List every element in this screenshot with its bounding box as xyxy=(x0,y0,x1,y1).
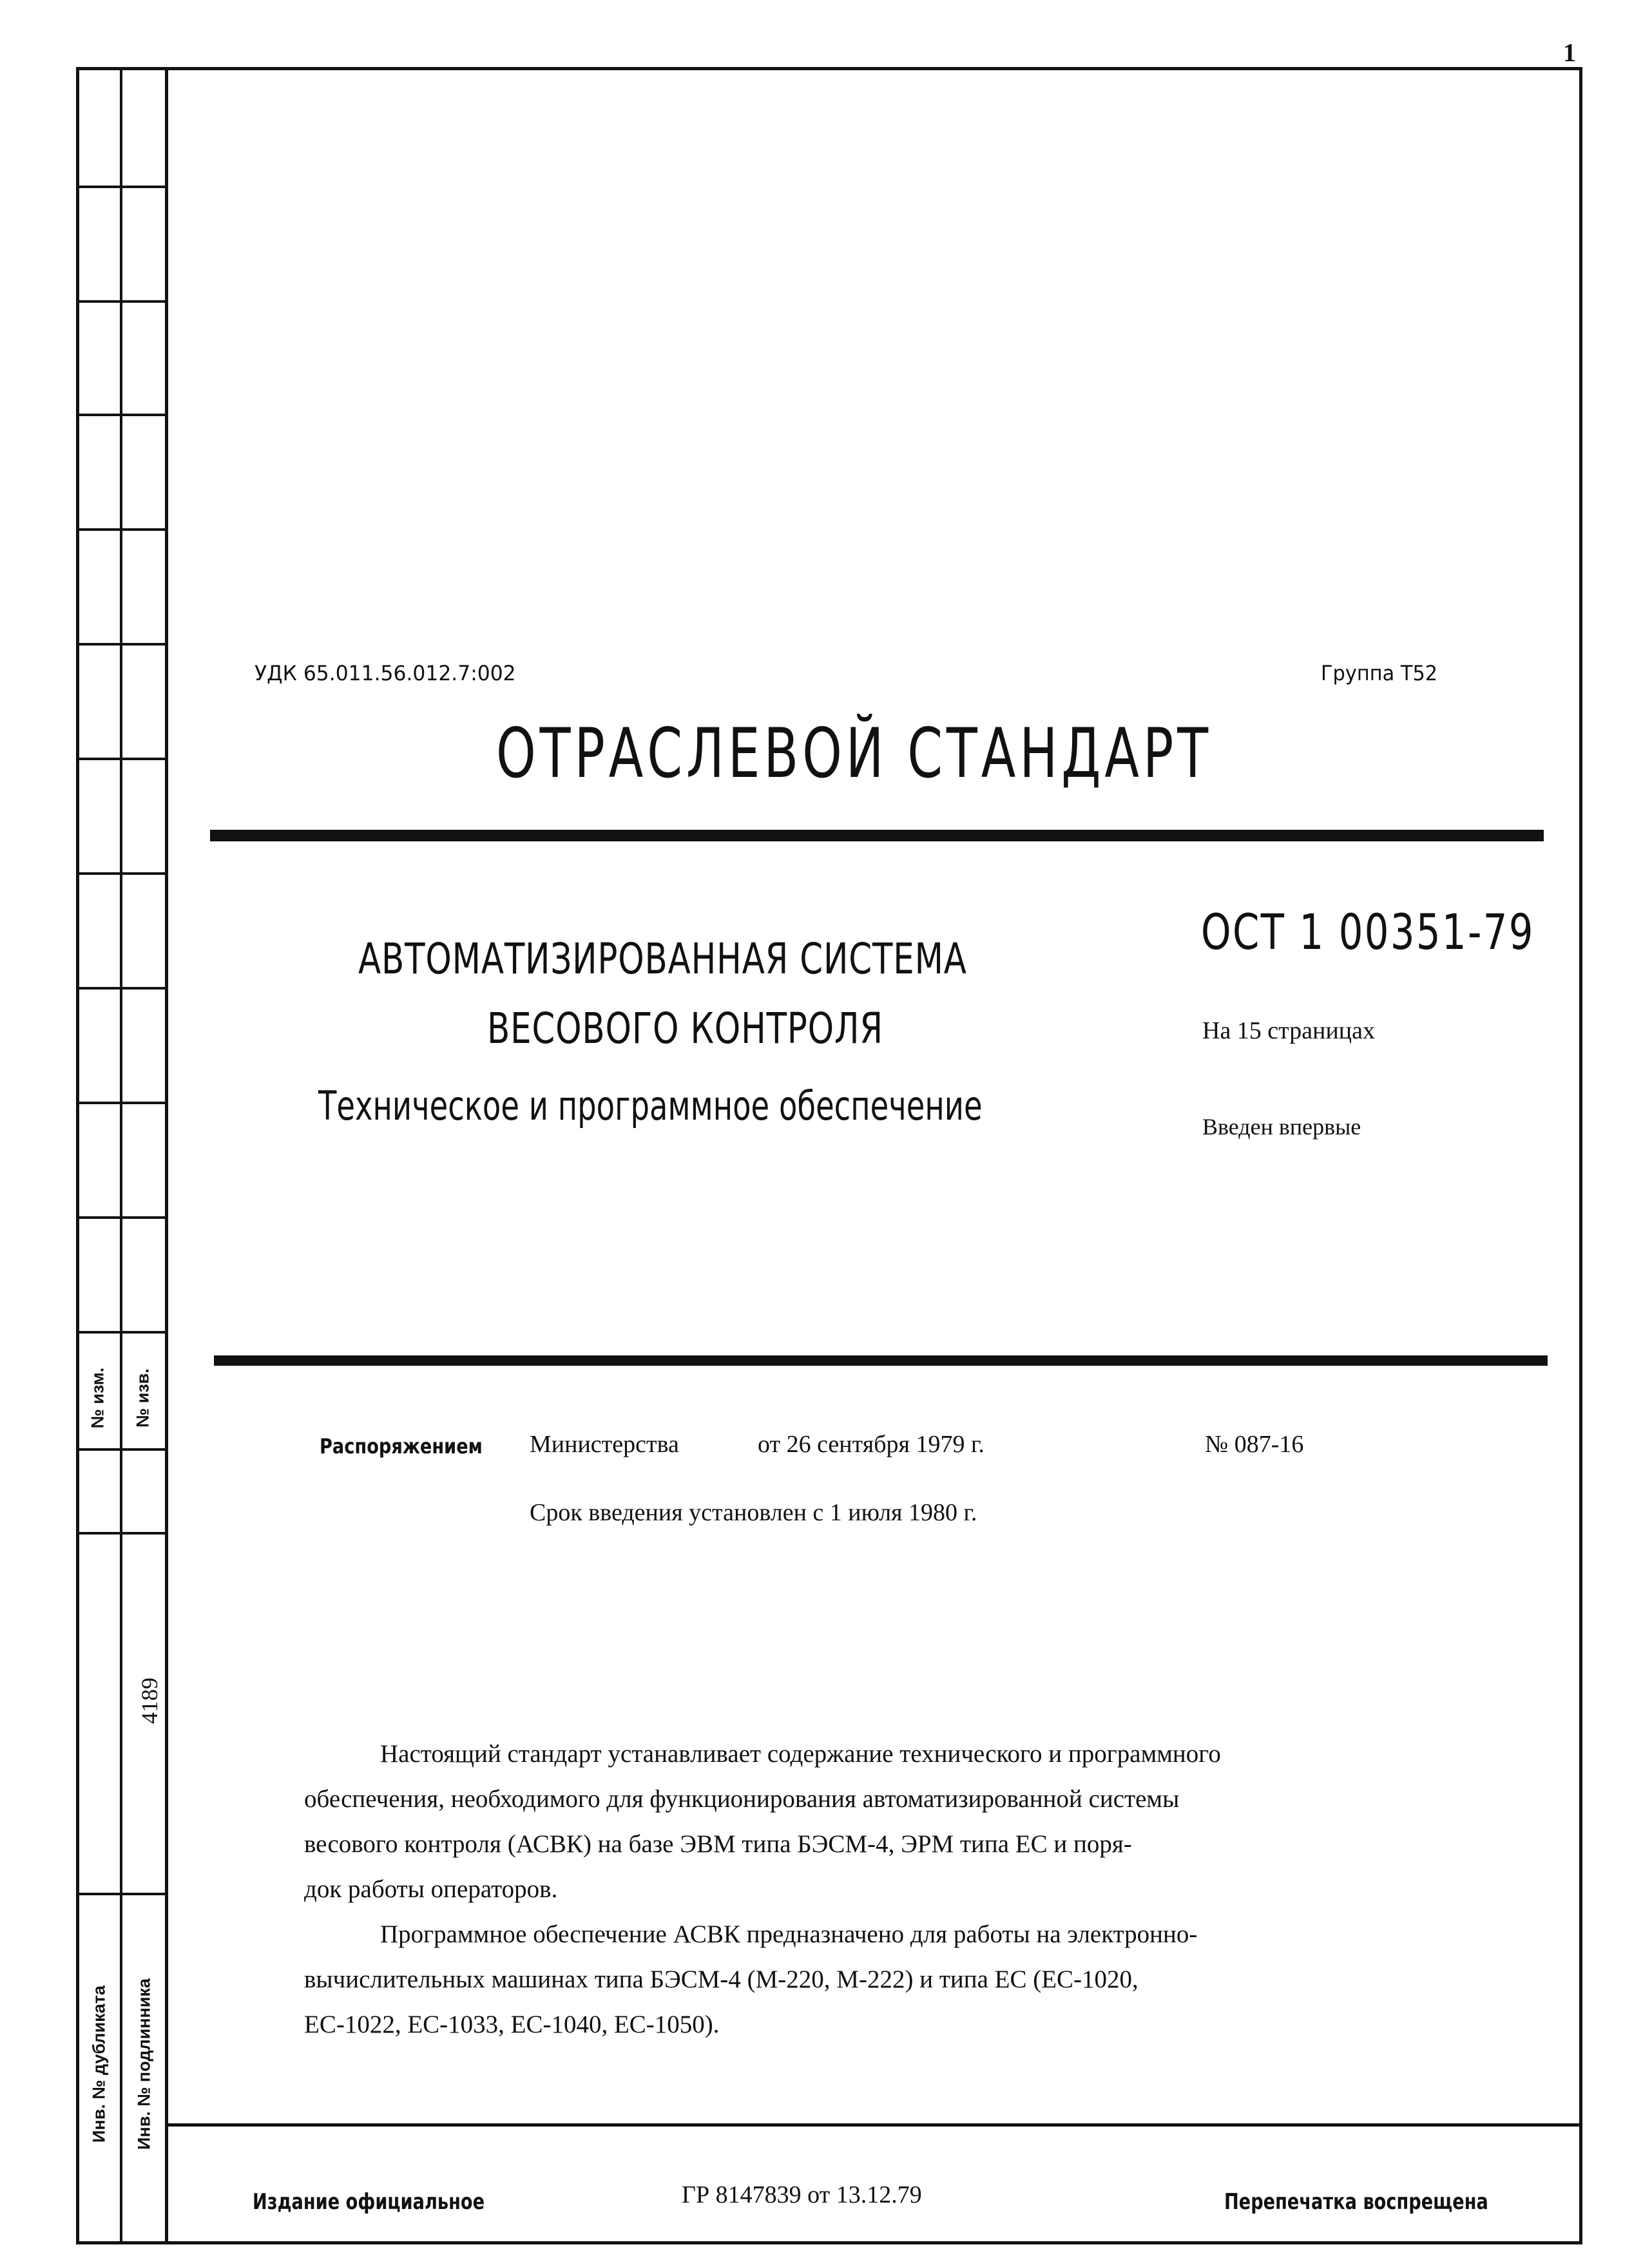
middle-rule xyxy=(214,1355,1548,1366)
order-number: № 087-16 xyxy=(1205,1431,1304,1458)
designation-line-2: ВЕСОВОГО КОНТРОЛЯ xyxy=(487,1004,883,1053)
page-number: 1 xyxy=(1563,38,1576,67)
paragraph-1-line: Настоящий стандарт устанавливает содержание технического и программного xyxy=(380,1740,1221,1768)
paragraph-2-line: Программное обеспечение АСВК предназначено для работы на электронно- xyxy=(380,1920,1198,1948)
standard-number: ОСТ 1 00351-79 xyxy=(1201,903,1535,961)
margin-inventory-value: 4189 xyxy=(137,1678,162,1724)
top-rule xyxy=(210,830,1544,841)
margin-column-edge xyxy=(165,67,168,2244)
paragraph-1-line: док работы операторов. xyxy=(304,1875,558,1903)
group-code: Группа Т52 xyxy=(1321,661,1438,685)
ministry: Министерства xyxy=(530,1431,679,1458)
document-title: ОТРАСЛЕВОЙ СТАНДАРТ xyxy=(496,714,1213,793)
margin-duplicate-inv: Инв. № дубликата xyxy=(89,1985,109,2143)
introduction-status: Введен впервые xyxy=(1202,1114,1361,1140)
body-paragraphs xyxy=(304,1732,1483,2047)
margin-change-no: № изм. xyxy=(88,1367,108,1429)
paragraph-1-line: обеспечения, необходимого для функционирования автоматизированной системы xyxy=(304,1785,1180,1813)
reprint-notice: Перепечатка воспрещена xyxy=(1224,2189,1488,2215)
designation-line-3: Техническое и программное обеспечение xyxy=(318,1082,983,1129)
margin-notice-no: № изв. xyxy=(133,1368,153,1428)
paragraph-2-line: вычислительных машинах типа БЭСМ-4 (М-220, М-222) и типа ЕС (ЕС-1020, xyxy=(304,1966,1138,1993)
paragraph-1-line: весового контроля (АСВК) на базе ЭВМ типа БЭСМ-4, ЭРМ типа ЕС и поря- xyxy=(304,1830,1132,1858)
registration-number: ГР 8147839 от 13.12.79 xyxy=(682,2181,922,2208)
effective-date: Срок введения установлен с 1 июля 1980 г. xyxy=(530,1499,977,1526)
order-date: от 26 сентября 1979 г. xyxy=(758,1431,984,1458)
margin-original-inv: Инв. № подлинника xyxy=(134,1978,154,2150)
order-label: Распоряжением xyxy=(320,1434,483,1459)
official-edition: Издание официальное xyxy=(253,2189,485,2215)
designation-line-1: АВТОМАТИЗИРОВАННАЯ СИСТЕМА xyxy=(358,934,967,984)
page-count: На 15 страницах xyxy=(1202,1017,1375,1044)
paragraph-2-line: ЕС-1022, ЕС-1033, ЕС-1040, ЕС-1050). xyxy=(304,2011,720,2038)
margin-column-divider xyxy=(120,67,122,2244)
footer-rule xyxy=(166,2123,1582,2127)
udc-code: УДК 65.011.56.012.7:002 xyxy=(255,661,516,685)
